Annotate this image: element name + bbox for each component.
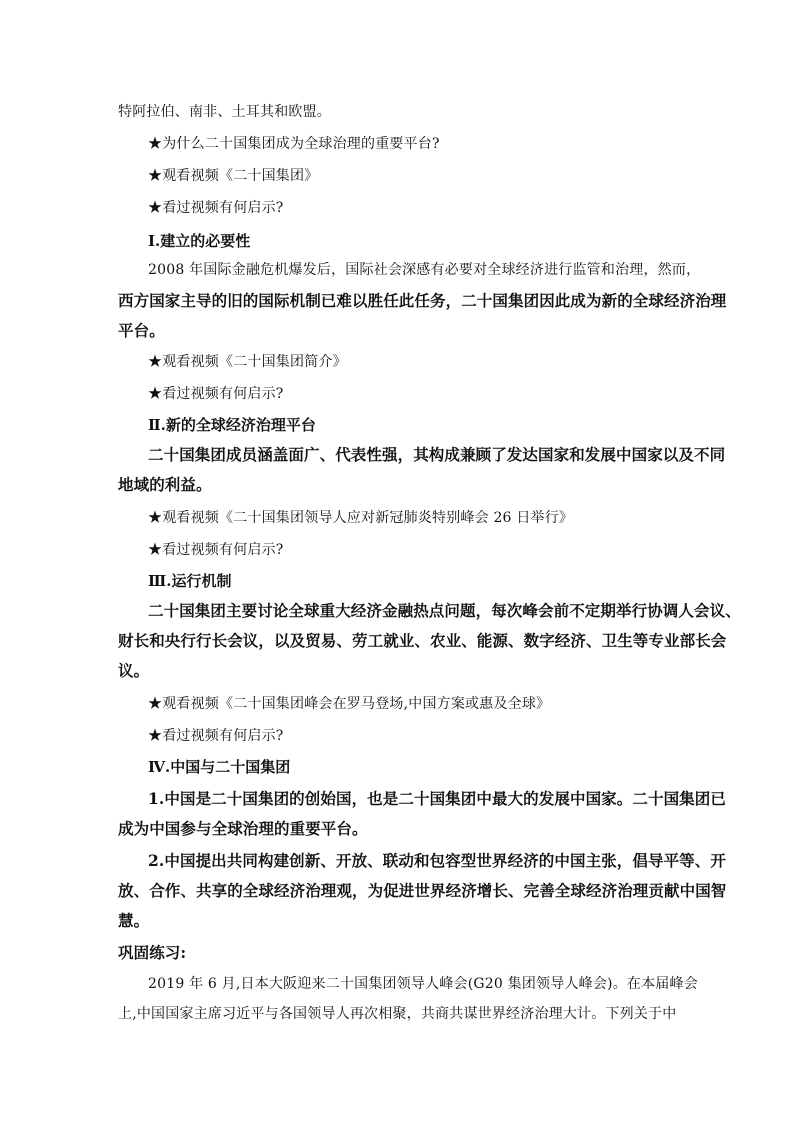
section-3-body-line: 二十国集团主要讨论全球重大经济金融热点问题，每次峰会前不定期举行协调人会议、 [148, 601, 741, 620]
watch-video-g20: ★观看视频《二十国集团》 [148, 168, 319, 184]
section-1-body-line: 西方国家主导的旧的国际机制已难以胜任此任务，二十国集团因此成为新的全球经济治理 [118, 291, 727, 310]
practice-body-line: 上,中国国家主席习近平与各国领导人再次相聚，共商共谋世界经济治理大计。下列关于中 [118, 1006, 677, 1022]
section-3-body-line: 财长和央行行长会议，以及贸易、劳工就业、农业、能源、数字经济、卫生等专业部长会 [118, 631, 727, 650]
section-4-point-1-line: 1.中国是二十国集团的创始国，也是二十国集团中最大的发展中国家。二十国集团已 [148, 789, 726, 808]
practice-heading: 巩固练习: [118, 943, 187, 962]
section-4-point-2-line: 慧。 [118, 911, 150, 930]
section-3-watch-video: ★观看视频《二十国集团峰会在罗马登场,中国方案或惠及全球》 [148, 696, 551, 712]
section-4-point-2-line: 2.中国提出共同构建创新、开放、联动和包容型世界经济的中国主张，倡导平等、开 [148, 851, 726, 870]
section-2-heading: Ⅱ.新的全球经济治理平台 [148, 416, 316, 434]
section-2-reflect: ★看过视频有何启示? [148, 542, 284, 558]
section-3-reflect: ★看过视频有何启示? [148, 728, 284, 744]
section-1-heading: Ⅰ.建立的必要性 [148, 232, 251, 250]
section-4-point-1-line: 成为中国参与全球治理的重要平台。 [118, 819, 368, 838]
section-2-body-line: 地域的利益。 [118, 475, 212, 494]
section-3-body-line: 议。 [118, 661, 150, 680]
section-3-heading: Ⅲ.运行机制 [148, 572, 232, 590]
question-why-platform: ★为什么二十国集团成为全球治理的重要平台? [148, 136, 440, 152]
reflect-prompt: ★看过视频有何启示? [148, 200, 284, 216]
section-1-reflect: ★看过视频有何启示? [148, 386, 284, 402]
section-1-watch-video: ★观看视频《二十国集团简介》 [148, 354, 347, 370]
section-2-body-line: 二十国集团成员涵盖面广、代表性强，其构成兼顾了发达国家和发展中国家以及不同 [148, 445, 726, 464]
section-1-body-line: 2008 年国际金融危机爆发后，国际社会深感有必要对全球经济进行监管和治理，然而， [148, 262, 701, 278]
section-2-watch-video: ★观看视频《二十国集团领导人应对新冠肺炎特别峰会 26 日举行》 [148, 510, 574, 526]
section-1-body-line: 平台。 [118, 321, 165, 340]
practice-body-line: 2019 年 6 月,日本大阪迎来二十国集团领导人峰会(G20 集团领导人峰会)。在本届峰会 [148, 976, 698, 992]
section-4-point-2-line: 放、合作、共享的全球经济治理观，为促进世界经济增长、完善全球经济治理贡献中国智 [118, 881, 727, 900]
continuation-line: 特阿拉伯、南非、土耳其和欧盟。 [118, 104, 331, 120]
section-4-heading: Ⅳ.中国与二十国集团 [148, 758, 291, 776]
